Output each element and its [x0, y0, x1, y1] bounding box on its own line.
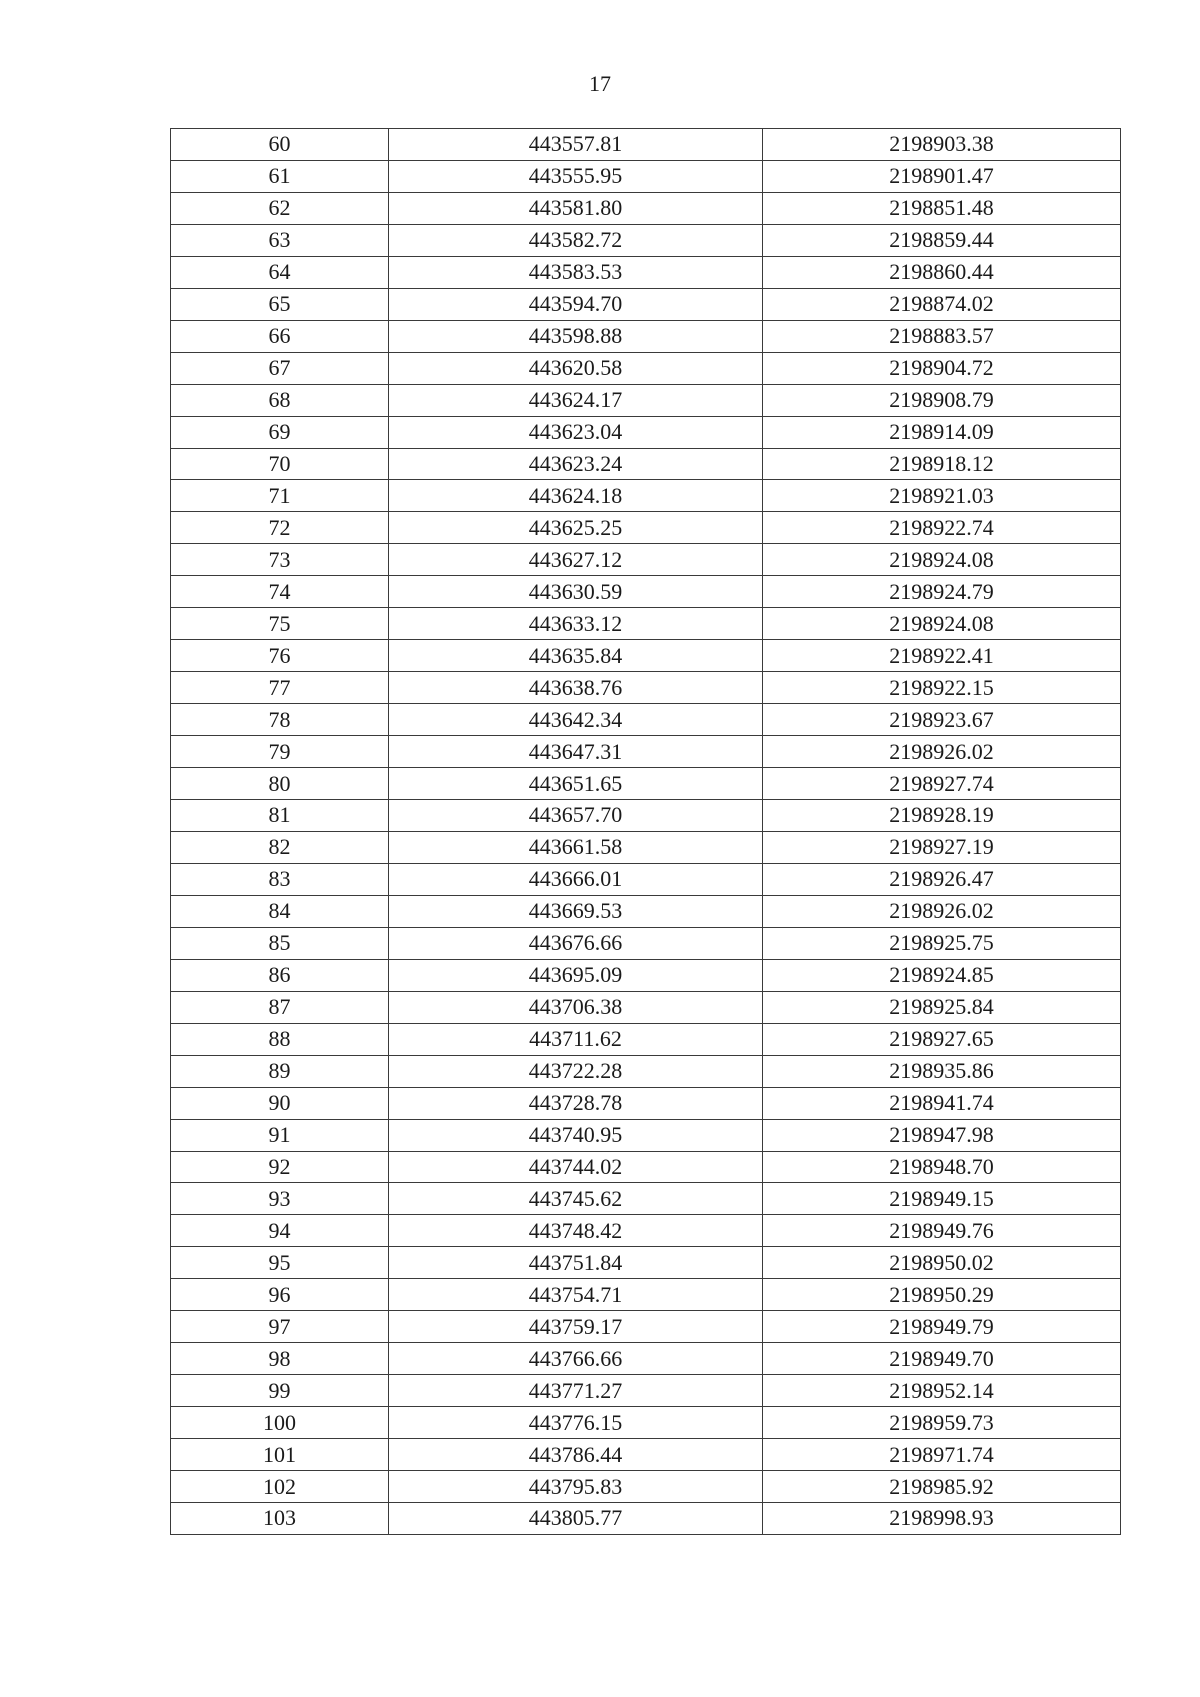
x-coordinate-cell: 443740.95 [389, 1119, 763, 1151]
y-coordinate-cell: 2198971.74 [763, 1439, 1121, 1471]
table-row [171, 1471, 1121, 1503]
y-coordinate-cell: 2198924.08 [763, 608, 1121, 640]
point-number-cell: 101 [171, 1439, 389, 1471]
x-coordinate-cell: 443633.12 [389, 608, 763, 640]
x-coordinate-cell: 443795.83 [389, 1471, 763, 1503]
point-number-cell: 66 [171, 320, 389, 352]
x-coordinate-cell: 443623.04 [389, 416, 763, 448]
y-coordinate-cell: 2198959.73 [763, 1407, 1121, 1439]
y-coordinate-cell: 2198859.44 [763, 224, 1121, 256]
point-number-cell: 87 [171, 991, 389, 1023]
x-coordinate-cell: 443748.42 [389, 1215, 763, 1247]
y-coordinate-cell: 2198947.98 [763, 1119, 1121, 1151]
x-coordinate-cell: 443766.66 [389, 1343, 763, 1375]
y-coordinate-cell: 2198922.15 [763, 672, 1121, 704]
table-row [171, 1375, 1121, 1407]
coordinates-table [170, 128, 1121, 1535]
y-coordinate-cell: 2198949.76 [763, 1215, 1121, 1247]
table-row [171, 576, 1121, 608]
x-coordinate-cell: 443722.28 [389, 1055, 763, 1087]
x-coordinate-cell: 443620.58 [389, 352, 763, 384]
point-number-cell: 67 [171, 352, 389, 384]
x-coordinate-cell: 443623.24 [389, 448, 763, 480]
x-coordinate-cell: 443676.66 [389, 927, 763, 959]
point-number-cell: 71 [171, 480, 389, 512]
table-row [171, 256, 1121, 288]
y-coordinate-cell: 2198923.67 [763, 704, 1121, 736]
point-number-cell: 61 [171, 160, 389, 192]
y-coordinate-cell: 2198949.70 [763, 1343, 1121, 1375]
y-coordinate-cell: 2198874.02 [763, 288, 1121, 320]
table-row [171, 480, 1121, 512]
point-number-cell: 79 [171, 736, 389, 768]
table-row [171, 927, 1121, 959]
point-number-cell: 64 [171, 256, 389, 288]
y-coordinate-cell: 2198903.38 [763, 129, 1121, 161]
x-coordinate-cell: 443805.77 [389, 1502, 763, 1534]
x-coordinate-cell: 443745.62 [389, 1183, 763, 1215]
x-coordinate-cell: 443557.81 [389, 129, 763, 161]
point-number-cell: 74 [171, 576, 389, 608]
point-number-cell: 97 [171, 1311, 389, 1343]
point-number-cell: 69 [171, 416, 389, 448]
x-coordinate-cell: 443669.53 [389, 895, 763, 927]
point-number-cell: 76 [171, 640, 389, 672]
y-coordinate-cell: 2198985.92 [763, 1471, 1121, 1503]
table-row [171, 1407, 1121, 1439]
y-coordinate-cell: 2198926.47 [763, 863, 1121, 895]
coordinates-table-body [171, 129, 1121, 1535]
x-coordinate-cell: 443651.65 [389, 768, 763, 800]
table-row [171, 736, 1121, 768]
table-row [171, 224, 1121, 256]
point-number-cell: 88 [171, 1023, 389, 1055]
point-number-cell: 94 [171, 1215, 389, 1247]
table-row [171, 800, 1121, 832]
x-coordinate-cell: 443625.25 [389, 512, 763, 544]
table-row [171, 1343, 1121, 1375]
y-coordinate-cell: 2198948.70 [763, 1151, 1121, 1183]
table-row [171, 640, 1121, 672]
table-row [171, 1087, 1121, 1119]
table-row [171, 768, 1121, 800]
table-row [171, 384, 1121, 416]
x-coordinate-cell: 443695.09 [389, 959, 763, 991]
y-coordinate-cell: 2198908.79 [763, 384, 1121, 416]
point-number-cell: 89 [171, 1055, 389, 1087]
y-coordinate-cell: 2198918.12 [763, 448, 1121, 480]
y-coordinate-cell: 2198927.65 [763, 1023, 1121, 1055]
x-coordinate-cell: 443624.17 [389, 384, 763, 416]
point-number-cell: 86 [171, 959, 389, 991]
point-number-cell: 85 [171, 927, 389, 959]
point-number-cell: 100 [171, 1407, 389, 1439]
y-coordinate-cell: 2198922.74 [763, 512, 1121, 544]
table-row [171, 1247, 1121, 1279]
y-coordinate-cell: 2198927.19 [763, 831, 1121, 863]
table-row [171, 831, 1121, 863]
x-coordinate-cell: 443666.01 [389, 863, 763, 895]
table-row [171, 1055, 1121, 1087]
point-number-cell: 102 [171, 1471, 389, 1503]
page-number: 17 [589, 71, 611, 96]
y-coordinate-cell: 2198950.02 [763, 1247, 1121, 1279]
x-coordinate-cell: 443751.84 [389, 1247, 763, 1279]
point-number-cell: 82 [171, 831, 389, 863]
point-number-cell: 72 [171, 512, 389, 544]
x-coordinate-cell: 443635.84 [389, 640, 763, 672]
y-coordinate-cell: 2198949.15 [763, 1183, 1121, 1215]
y-coordinate-cell: 2198926.02 [763, 736, 1121, 768]
y-coordinate-cell: 2198935.86 [763, 1055, 1121, 1087]
table-row [171, 1151, 1121, 1183]
x-coordinate-cell: 443583.53 [389, 256, 763, 288]
x-coordinate-cell: 443555.95 [389, 160, 763, 192]
y-coordinate-cell: 2198998.93 [763, 1502, 1121, 1534]
point-number-cell: 98 [171, 1343, 389, 1375]
y-coordinate-cell: 2198883.57 [763, 320, 1121, 352]
point-number-cell: 83 [171, 863, 389, 895]
table-row [171, 1023, 1121, 1055]
table-row [171, 448, 1121, 480]
y-coordinate-cell: 2198952.14 [763, 1375, 1121, 1407]
table-row [171, 192, 1121, 224]
point-number-cell: 91 [171, 1119, 389, 1151]
y-coordinate-cell: 2198924.85 [763, 959, 1121, 991]
table-row [171, 160, 1121, 192]
table-row [171, 1215, 1121, 1247]
y-coordinate-cell: 2198926.02 [763, 895, 1121, 927]
point-number-cell: 96 [171, 1279, 389, 1311]
table-row [171, 1502, 1121, 1534]
table-row [171, 1439, 1121, 1471]
point-number-cell: 103 [171, 1502, 389, 1534]
y-coordinate-cell: 2198901.47 [763, 160, 1121, 192]
x-coordinate-cell: 443581.80 [389, 192, 763, 224]
y-coordinate-cell: 2198925.84 [763, 991, 1121, 1023]
point-number-cell: 78 [171, 704, 389, 736]
x-coordinate-cell: 443594.70 [389, 288, 763, 320]
y-coordinate-cell: 2198922.41 [763, 640, 1121, 672]
point-number-cell: 99 [171, 1375, 389, 1407]
x-coordinate-cell: 443630.59 [389, 576, 763, 608]
y-coordinate-cell: 2198925.75 [763, 927, 1121, 959]
y-coordinate-cell: 2198860.44 [763, 256, 1121, 288]
x-coordinate-cell: 443642.34 [389, 704, 763, 736]
x-coordinate-cell: 443771.27 [389, 1375, 763, 1407]
x-coordinate-cell: 443647.31 [389, 736, 763, 768]
x-coordinate-cell: 443759.17 [389, 1311, 763, 1343]
table-row [171, 608, 1121, 640]
point-number-cell: 84 [171, 895, 389, 927]
point-number-cell: 90 [171, 1087, 389, 1119]
table-row [171, 544, 1121, 576]
point-number-cell: 75 [171, 608, 389, 640]
y-coordinate-cell: 2198851.48 [763, 192, 1121, 224]
x-coordinate-cell: 443744.02 [389, 1151, 763, 1183]
x-coordinate-cell: 443624.18 [389, 480, 763, 512]
y-coordinate-cell: 2198914.09 [763, 416, 1121, 448]
x-coordinate-cell: 443728.78 [389, 1087, 763, 1119]
table-row [171, 1311, 1121, 1343]
table-row [171, 1183, 1121, 1215]
y-coordinate-cell: 2198927.74 [763, 768, 1121, 800]
y-coordinate-cell: 2198904.72 [763, 352, 1121, 384]
table-row [171, 991, 1121, 1023]
table-row [171, 1279, 1121, 1311]
y-coordinate-cell: 2198950.29 [763, 1279, 1121, 1311]
table-row [171, 352, 1121, 384]
x-coordinate-cell: 443776.15 [389, 1407, 763, 1439]
table-row [171, 416, 1121, 448]
table-row [171, 288, 1121, 320]
x-coordinate-cell: 443582.72 [389, 224, 763, 256]
point-number-cell: 65 [171, 288, 389, 320]
y-coordinate-cell: 2198928.19 [763, 800, 1121, 832]
point-number-cell: 62 [171, 192, 389, 224]
y-coordinate-cell: 2198924.08 [763, 544, 1121, 576]
table-row [171, 129, 1121, 161]
table-row [171, 895, 1121, 927]
point-number-cell: 93 [171, 1183, 389, 1215]
table-row [171, 704, 1121, 736]
point-number-cell: 68 [171, 384, 389, 416]
table-row [171, 863, 1121, 895]
x-coordinate-cell: 443754.71 [389, 1279, 763, 1311]
y-coordinate-cell: 2198921.03 [763, 480, 1121, 512]
point-number-cell: 73 [171, 544, 389, 576]
point-number-cell: 70 [171, 448, 389, 480]
point-number-cell: 92 [171, 1151, 389, 1183]
x-coordinate-cell: 443657.70 [389, 800, 763, 832]
y-coordinate-cell: 2198949.79 [763, 1311, 1121, 1343]
x-coordinate-cell: 443711.62 [389, 1023, 763, 1055]
table-row [171, 512, 1121, 544]
table-row [171, 672, 1121, 704]
x-coordinate-cell: 443598.88 [389, 320, 763, 352]
point-number-cell: 95 [171, 1247, 389, 1279]
y-coordinate-cell: 2198941.74 [763, 1087, 1121, 1119]
y-coordinate-cell: 2198924.79 [763, 576, 1121, 608]
point-number-cell: 77 [171, 672, 389, 704]
table-row [171, 320, 1121, 352]
point-number-cell: 60 [171, 129, 389, 161]
x-coordinate-cell: 443661.58 [389, 831, 763, 863]
point-number-cell: 63 [171, 224, 389, 256]
x-coordinate-cell: 443706.38 [389, 991, 763, 1023]
point-number-cell: 80 [171, 768, 389, 800]
table-row [171, 959, 1121, 991]
table-row [171, 1119, 1121, 1151]
x-coordinate-cell: 443627.12 [389, 544, 763, 576]
point-number-cell: 81 [171, 800, 389, 832]
x-coordinate-cell: 443638.76 [389, 672, 763, 704]
x-coordinate-cell: 443786.44 [389, 1439, 763, 1471]
